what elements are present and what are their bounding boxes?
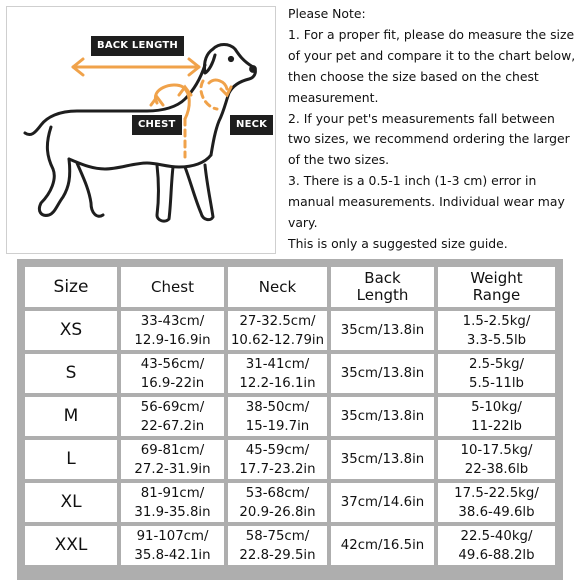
header-back-length-text: Back Length — [356, 269, 409, 304]
cell-neck-cm: 53-68cm/ — [245, 485, 310, 501]
table-row — [25, 354, 555, 393]
cell-neck — [228, 397, 327, 436]
cell-chest-cm: 43-56cm/ — [140, 356, 205, 372]
notes-heading: Please Note: — [288, 6, 366, 21]
cell-chest-cm: 91-107cm/ — [136, 528, 209, 544]
cell-weight-lb: 3.3-5.5lb — [466, 332, 527, 348]
table-row — [25, 397, 555, 436]
cell-neck-in: 20.9-26.8in — [239, 504, 316, 520]
cell-chest-cm: 69-81cm/ — [140, 442, 205, 458]
cell-neck — [228, 440, 327, 479]
cell-back-length: 35cm/13.8in — [331, 440, 434, 479]
cell-chest-cm: 81-91cm/ — [140, 485, 205, 501]
cell-chest — [121, 440, 224, 479]
cell-neck — [228, 311, 327, 350]
back-length-arrow — [73, 59, 199, 75]
table-header-row — [25, 267, 555, 307]
cell-neck-cm: 27-32.5cm/ — [239, 313, 316, 329]
size-table — [21, 263, 559, 569]
cell-back-length: 42cm/16.5in — [331, 526, 434, 565]
header-weight-range-text: Weight Range — [470, 269, 523, 304]
header-size: Size — [25, 267, 117, 307]
cell-weight-lb: 5.5-11lb — [469, 375, 524, 391]
note-proper-fit: 1. For a proper fit, please do measure the size of your pet and compare it to the chart below, then choose the size based on the chest measurement. — [288, 26, 576, 105]
cell-neck — [228, 483, 327, 522]
cell-size: M — [25, 397, 117, 436]
cell-weight — [438, 354, 555, 393]
cell-size: L — [25, 440, 117, 479]
size-chart — [17, 259, 563, 580]
cell-neck-cm: 31-41cm/ — [245, 356, 310, 372]
cell-neck-in: 12.2-16.1in — [239, 375, 316, 391]
cell-chest-in: 12.9-16.9in — [134, 332, 211, 348]
cell-chest-cm: 56-69cm/ — [140, 399, 205, 415]
cell-weight — [438, 311, 555, 350]
cell-weight-kg: 5-10kg/ — [471, 399, 522, 415]
dog-measurement-illustration — [6, 6, 276, 254]
cell-size: S — [25, 354, 117, 393]
back-length-label: BACK LENGTH — [91, 36, 184, 56]
table-row — [25, 526, 555, 565]
cell-neck-in: 15-19.7in — [245, 418, 310, 434]
cell-weight-kg: 22.5-40kg/ — [460, 528, 533, 544]
cell-neck-cm: 58-75cm/ — [245, 528, 310, 544]
neck-label: NECK — [230, 115, 273, 135]
cell-weight — [438, 483, 555, 522]
cell-chest — [121, 311, 224, 350]
cell-chest-in: 31.9-35.8in — [134, 504, 211, 520]
cell-weight-lb: 11-22lb — [471, 418, 522, 434]
cell-neck — [228, 354, 327, 393]
cell-neck — [228, 526, 327, 565]
cell-chest — [121, 397, 224, 436]
header-chest: Chest — [121, 267, 224, 307]
cell-weight-lb: 22-38.6lb — [464, 461, 529, 477]
cell-weight — [438, 397, 555, 436]
header-weight-range — [438, 267, 555, 307]
cell-neck-in: 10.62-12.79in — [230, 332, 325, 348]
cell-size: XS — [25, 311, 117, 350]
table-row — [25, 483, 555, 522]
note-between-sizes: 2. If your pet's measurements fall between two sizes, we recommend ordering the larger of the two sizes. — [288, 110, 570, 168]
cell-chest — [121, 354, 224, 393]
header-neck: Neck — [228, 267, 327, 307]
cell-chest — [121, 483, 224, 522]
note-measurement-error: 3. There is a 0.5-1 inch (1-3 cm) error in manual measurements. Individual wear may vary. — [288, 173, 565, 231]
cell-chest — [121, 526, 224, 565]
cell-back-length: 35cm/13.8in — [331, 354, 434, 393]
cell-weight-kg: 1.5-2.5kg/ — [462, 313, 531, 329]
cell-weight-kg: 17.5-22.5kg/ — [454, 485, 539, 501]
cell-chest-in: 16.9-22in — [140, 375, 205, 391]
table-row — [25, 311, 555, 350]
cell-back-length: 37cm/14.6in — [331, 483, 434, 522]
cell-size: XL — [25, 483, 117, 522]
cell-weight-lb: 38.6-49.6lb — [458, 504, 535, 520]
cell-weight-lb: 49.6-88.2lb — [458, 547, 535, 563]
cell-neck-cm: 45-59cm/ — [245, 442, 310, 458]
table-row — [25, 440, 555, 479]
cell-back-length: 35cm/13.8in — [331, 311, 434, 350]
cell-neck-cm: 38-50cm/ — [245, 399, 310, 415]
cell-chest-in: 22-67.2in — [140, 418, 205, 434]
cell-weight-kg: 10-17.5kg/ — [460, 442, 533, 458]
cell-chest-in: 27.2-31.9in — [134, 461, 211, 477]
cell-chest-in: 35.8-42.1in — [134, 547, 211, 563]
header-back-length — [331, 267, 434, 307]
cell-weight — [438, 526, 555, 565]
cell-neck-in: 17.7-23.2in — [239, 461, 316, 477]
cell-size: XXL — [25, 526, 117, 565]
chest-label: CHEST — [132, 115, 182, 135]
cell-chest-cm: 33-43cm/ — [140, 313, 205, 329]
cell-weight — [438, 440, 555, 479]
note-suggested-guide: This is only a suggested size guide. — [288, 235, 508, 251]
cell-back-length: 35cm/13.8in — [331, 397, 434, 436]
cell-neck-in: 22.8-29.5in — [239, 547, 316, 563]
cell-weight-kg: 2.5-5kg/ — [468, 356, 525, 372]
fit-notes — [288, 4, 576, 255]
